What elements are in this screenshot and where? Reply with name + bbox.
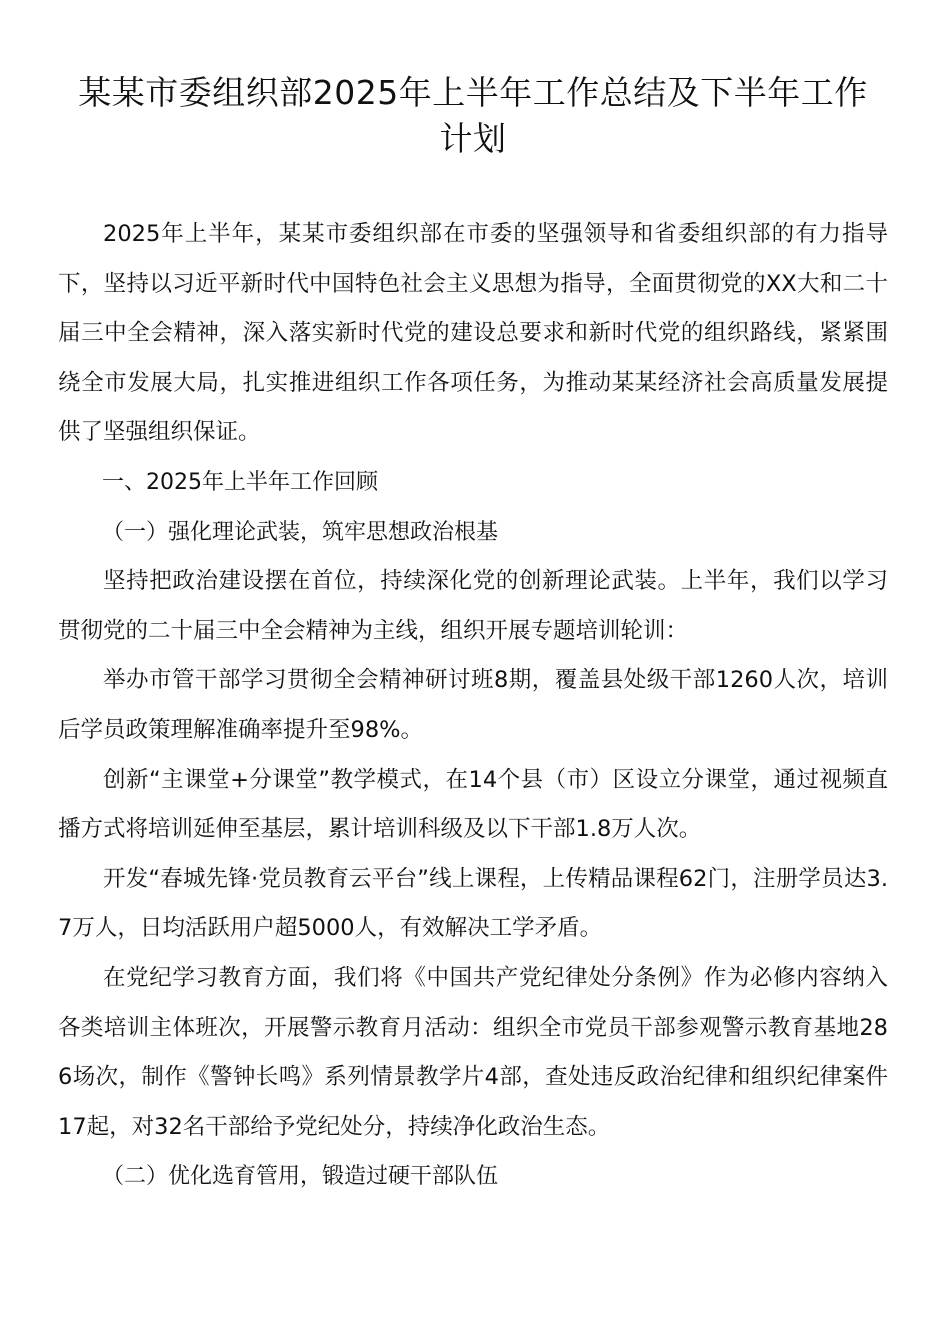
section-heading-1: 一、2025年上半年工作回顾 <box>102 469 378 495</box>
body-paragraph: 举办市管干部学习贯彻全会精神研讨班8期，覆盖县处级干部1260人次，培训后学员政策理解准确率提升至98%。 <box>58 667 888 743</box>
intro-paragraph: 2025年上半年，某某市委组织部在市委的坚强领导和省委组织部的有力指导下，坚持以习近平新时代中国特色社会主义思想为指导，全面贯彻党的XX大和二十届三中全会精神，深入落实新时代党的建设总要求和新时代党的组织路线，紧紧围绕全市发展大局，扎实推进组织工作各项任务，为推动某某经济社会高质量发展提供了坚强组织保证。 <box>58 221 888 446</box>
body-paragraph: 坚持把政治建设摆在首位，持续深化党的创新理论武装。上半年，我们以学习贯彻党的二十届三中全会精神为主线，组织开展专题培训轮训： <box>58 568 888 644</box>
body-paragraph: 开发“春城先锋·党员教育云平台”线上课程，上传精品课程62门，注册学员达3.7万人，日均活跃用户超5000人，有效解决工学矛盾。 <box>58 865 888 942</box>
body-paragraph: 在党纪学习教育方面，我们将《中国共产党纪律处分条例》作为必修内容纳入各类培训主体班次，开展警示教育月活动：组织全市党员干部参观警示教育基地286场次，制作《警钟长鸣》系列情景教学片4部，查处违反政治纪律和组织纪律案件17起，对32名干部给予党纪处分，持续净化政治生态。 <box>58 964 888 1140</box>
subsection-heading-2: （二）优化选育管用，锻造过硬干部队伍 <box>102 1164 499 1190</box>
document-title: 某某市委组织部2025年上半年工作总结及下半年工作计划 <box>78 73 868 158</box>
subsection-heading-1: （一）强化理论武装，筑牢思想政治根基 <box>102 519 499 545</box>
body-paragraph: 创新“主课堂+分课堂”教学模式，在14个县（市）区设立分课堂，通过视频直播方式将培训延伸至基层，累计培训科级及以下干部1.8万人次。 <box>58 766 888 843</box>
